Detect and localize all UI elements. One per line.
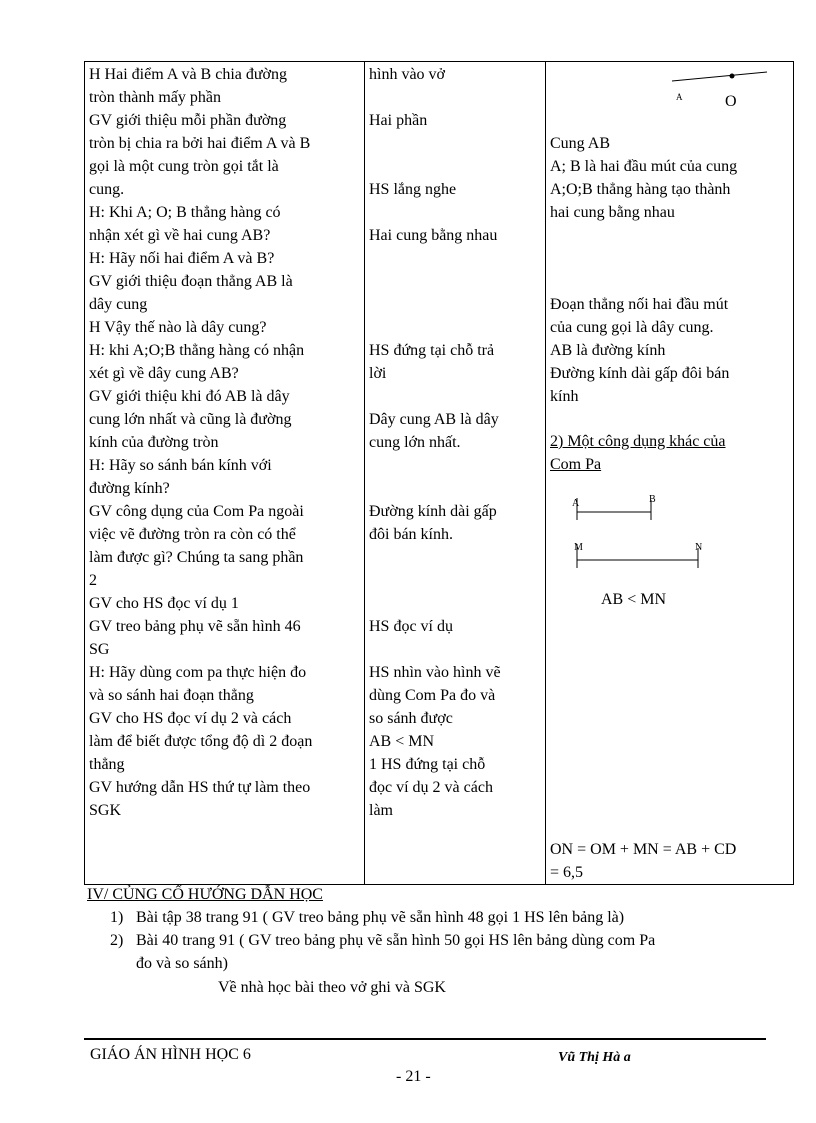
student-line: hình vào vở (369, 66, 446, 83)
student-line: làm (369, 802, 393, 819)
teacher-line: đường kính? (89, 480, 170, 497)
student-line: Đường kính dài gấp (369, 503, 497, 520)
teacher-line: GV cho HS đọc ví dụ 1 (89, 595, 239, 612)
teacher-line: H: Hãy so sánh bán kính với (89, 457, 272, 474)
teacher-line: dây cung (89, 296, 148, 313)
result-line-1: ON = OM + MN = AB + CD (550, 841, 737, 858)
teacher-line: GV giới thiệu mỗi phần đường (89, 112, 287, 129)
teacher-line: H: khi A;O;B thẳng hàng có nhận (89, 342, 305, 359)
footer-title: GIÁO ÁN HÌNH HỌC 6 (90, 1046, 251, 1063)
teacher-activity-cell (85, 62, 365, 885)
teacher-line: 2 (89, 572, 97, 589)
content-line: Đoạn thẳng nối hai đầu mút (550, 296, 729, 313)
teacher-line: và so sánh hai đoạn thẳng (89, 687, 254, 704)
student-line: Dây cung AB là dây (369, 411, 499, 428)
teacher-line: GV giới thiệu khi đó AB là dây (89, 388, 290, 405)
svg-text:N: N (695, 542, 703, 553)
svg-text:A: A (572, 498, 580, 509)
student-line: Hai phần (369, 112, 428, 129)
teacher-line: xét gì về dây cung AB? (89, 365, 239, 382)
teacher-line: GV giới thiệu đoạn thẳng AB là (89, 273, 293, 290)
exercise-list (110, 906, 655, 975)
teacher-line: tròn bị chia ra bởi hai điểm A và B (89, 135, 311, 152)
content-line: hai cung bằng nhau (550, 204, 675, 221)
footer-divider (84, 1038, 766, 1040)
content-line: A;O;B thẳng hàng tạo thành (550, 181, 731, 198)
student-activity-cell (365, 62, 546, 885)
exercise-item: 2) Bài 40 trang 91 ( GV treo bảng phụ vẽ sẵn hình 50 gọi HS lên bảng dùng com Pa (110, 932, 656, 949)
fig-label-a: A (676, 92, 683, 102)
section-title: IV/ CỦNG CỐ HƯỚNG DẪN HỌC (87, 886, 323, 903)
homework-note: Về nhà học bài theo vở ghi và SGK (218, 979, 446, 996)
teacher-line: H: Khi A; O; B thẳng hàng có (89, 204, 281, 221)
teacher-line: thẳng (89, 756, 125, 773)
teacher-line: H: Hãy nối hai điểm A và B? (89, 250, 275, 267)
svg-text:B: B (649, 494, 656, 505)
teacher-line: nhận xét gì về hai cung AB? (89, 227, 271, 244)
circle-arc-figure (550, 62, 781, 112)
teacher-line: làm được gì? Chúng ta sang phần (89, 549, 304, 566)
teacher-line: tròn thành mấy phần (89, 89, 221, 106)
teacher-line: kính của đường tròn (89, 434, 219, 451)
student-line: HS nhìn vào hình vẽ (369, 664, 501, 681)
svg-text:M: M (574, 542, 583, 553)
teacher-line: SG (89, 641, 110, 658)
teacher-line: H: Hãy dùng com pa thực hiện đo (89, 664, 307, 681)
student-line: dùng Com Pa đo và (369, 687, 496, 704)
teacher-line: cung. (89, 181, 125, 198)
teacher-line: GV cho HS đọc ví dụ 2 và cách (89, 710, 292, 727)
teacher-line: GV hướng dẫn HS thứ tự làm theo (89, 779, 311, 796)
student-line: Hai cung bằng nhau (369, 227, 498, 244)
teacher-line: gọi là một cung tròn gọi tắt là (89, 158, 279, 175)
student-line: đôi bán kính. (369, 526, 453, 543)
lesson-table (84, 61, 794, 885)
student-line: cung lớn nhất. (369, 434, 461, 451)
content-line: của cung gọi là dây cung. (550, 319, 714, 336)
content-line: kính (550, 388, 579, 405)
teacher-line: SGK (89, 802, 122, 819)
exercise-item: 1) Bài tập 38 trang 91 ( GV treo bảng phụ vẽ sẵn hình 48 gọi 1 HS lên bảng là) (110, 909, 625, 926)
compare-text: AB < MN (601, 591, 667, 608)
teacher-line: GV treo bảng phụ vẽ sẵn hình 46 (89, 618, 301, 635)
student-line: 1 HS đứng tại chỗ (369, 756, 486, 773)
student-line: HS đứng tại chỗ trả (369, 342, 495, 359)
teacher-line: H Vậy thế nào là dây cung? (89, 319, 267, 336)
teacher-line: việc vẽ đường tròn ra còn có thể (89, 526, 296, 543)
teacher-line: GV công dụng của Com Pa ngoài (89, 503, 304, 520)
page-number: - 21 - (396, 1068, 431, 1085)
segment-comparison-figure (550, 490, 781, 580)
teacher-line: cung lớn nhất và cũng là đường (89, 411, 292, 428)
content-line: A; B là hai đầu mút của cung (550, 158, 738, 175)
content-cell (546, 62, 794, 885)
exercise-item-cont: đo và so sánh) (136, 955, 228, 972)
teacher-line: làm để biết được tổng độ dì 2 đoạn (89, 733, 313, 750)
result-line-2: = 6,5 (550, 864, 584, 881)
col3-heading-2: Com Pa (550, 456, 602, 473)
student-line: HS lắng nghe (369, 181, 457, 198)
content-line: AB là đường kính (550, 342, 666, 359)
student-line: lời (369, 365, 387, 382)
fig-label-o: O (725, 93, 737, 110)
content-line: Cung AB (550, 135, 611, 152)
footer-author: Vũ Thị Hà a (558, 1050, 631, 1065)
teacher-line: H Hai điểm A và B chia đường (89, 66, 287, 83)
col3-heading-1: 2) Một công dụng khác của (550, 433, 726, 450)
student-line: so sánh được (369, 710, 453, 727)
student-line: đọc ví dụ 2 và cách (369, 779, 493, 796)
student-line: HS đọc ví dụ (369, 618, 453, 635)
student-line: AB < MN (369, 733, 435, 750)
content-line: Đường kính dài gấp đôi bán (550, 365, 730, 382)
